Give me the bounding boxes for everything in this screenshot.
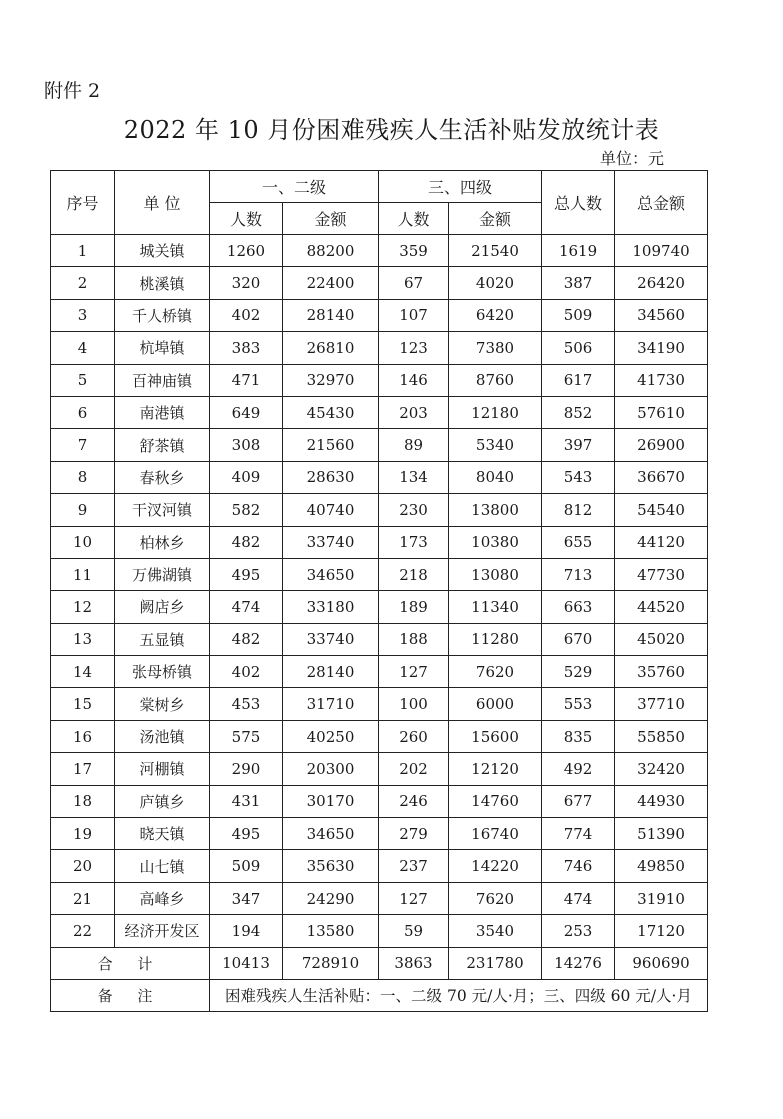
cell-count-3-4: 173 bbox=[379, 526, 449, 558]
cell-amount-3-4: 7380 bbox=[449, 332, 542, 364]
cell-amount-1-2: 33740 bbox=[283, 623, 379, 655]
cell-amount-1-2: 33740 bbox=[283, 526, 379, 558]
cell-amount-3-4: 6000 bbox=[449, 688, 542, 720]
cell-total-count: 387 bbox=[542, 267, 615, 299]
header-total-count: 总人数 bbox=[542, 171, 615, 235]
cell-unit: 千人桥镇 bbox=[115, 299, 210, 331]
cell-total-count: 812 bbox=[542, 494, 615, 526]
cell-amount-1-2: 45430 bbox=[283, 396, 379, 428]
cell-amount-1-2: 26810 bbox=[283, 332, 379, 364]
table-row bbox=[51, 461, 708, 493]
cell-amount-3-4: 12180 bbox=[449, 396, 542, 428]
cell-amount-1-2: 30170 bbox=[283, 785, 379, 817]
cell-count-1-2: 347 bbox=[210, 882, 283, 914]
table-row bbox=[51, 396, 708, 428]
cell-amount-3-4: 12120 bbox=[449, 753, 542, 785]
cell-amount-3-4: 21540 bbox=[449, 235, 542, 267]
cell-seq: 7 bbox=[51, 429, 115, 461]
table-row bbox=[51, 429, 708, 461]
cell-amount-1-2: 21560 bbox=[283, 429, 379, 461]
cell-total-amount: 47730 bbox=[615, 558, 708, 590]
cell-seq: 22 bbox=[51, 915, 115, 947]
cell-amount-1-2: 13580 bbox=[283, 915, 379, 947]
table-row bbox=[51, 753, 708, 785]
cell-count-3-4: 67 bbox=[379, 267, 449, 299]
cell-amount-1-2: 32970 bbox=[283, 364, 379, 396]
cell-total-count: 474 bbox=[542, 882, 615, 914]
cell-total-count: 529 bbox=[542, 656, 615, 688]
cell-amount-3-4: 13080 bbox=[449, 558, 542, 590]
cell-total-count: 543 bbox=[542, 461, 615, 493]
cell-count-3-4: 89 bbox=[379, 429, 449, 461]
cell-total-count: 492 bbox=[542, 753, 615, 785]
cell-count-3-4: 237 bbox=[379, 850, 449, 882]
cell-amount-3-4: 7620 bbox=[449, 882, 542, 914]
remark-label: 备 注 bbox=[51, 979, 210, 1011]
cell-count-1-2: 575 bbox=[210, 720, 283, 752]
cell-amount-3-4: 7620 bbox=[449, 656, 542, 688]
cell-total-amount: 36670 bbox=[615, 461, 708, 493]
total-row bbox=[51, 947, 708, 979]
cell-total-amount: 54540 bbox=[615, 494, 708, 526]
total-amount-1-2: 728910 bbox=[283, 947, 379, 979]
cell-amount-1-2: 28140 bbox=[283, 656, 379, 688]
cell-seq: 11 bbox=[51, 558, 115, 590]
table-row bbox=[51, 720, 708, 752]
cell-total-amount: 57610 bbox=[615, 396, 708, 428]
header-group-1-2: 一、二级 bbox=[210, 171, 379, 203]
cell-seq: 14 bbox=[51, 656, 115, 688]
cell-total-amount: 51390 bbox=[615, 818, 708, 850]
table-row bbox=[51, 235, 708, 267]
table-body bbox=[51, 235, 708, 948]
table-row bbox=[51, 591, 708, 623]
cell-unit: 张母桥镇 bbox=[115, 656, 210, 688]
cell-count-1-2: 582 bbox=[210, 494, 283, 526]
total-count-3-4: 3863 bbox=[379, 947, 449, 979]
cell-count-3-4: 127 bbox=[379, 882, 449, 914]
cell-count-1-2: 308 bbox=[210, 429, 283, 461]
cell-count-3-4: 123 bbox=[379, 332, 449, 364]
header-group-3-4: 三、四级 bbox=[379, 171, 542, 203]
cell-unit: 棠树乡 bbox=[115, 688, 210, 720]
cell-total-amount: 55850 bbox=[615, 720, 708, 752]
cell-amount-1-2: 40250 bbox=[283, 720, 379, 752]
table-row bbox=[51, 558, 708, 590]
remark-text: 困难残疾人生活补贴：一、二级 70 元/人·月；三、四级 60 元/人·月 bbox=[210, 979, 708, 1011]
header-count-1-2: 人数 bbox=[210, 203, 283, 235]
cell-amount-1-2: 28630 bbox=[283, 461, 379, 493]
total-count-1-2: 10413 bbox=[210, 947, 283, 979]
cell-amount-1-2: 20300 bbox=[283, 753, 379, 785]
cell-amount-3-4: 8760 bbox=[449, 364, 542, 396]
cell-count-3-4: 134 bbox=[379, 461, 449, 493]
cell-unit: 河棚镇 bbox=[115, 753, 210, 785]
cell-total-amount: 26420 bbox=[615, 267, 708, 299]
cell-unit: 柏林乡 bbox=[115, 526, 210, 558]
header-row-1 bbox=[51, 171, 708, 203]
cell-total-amount: 41730 bbox=[615, 364, 708, 396]
cell-unit: 万佛湖镇 bbox=[115, 558, 210, 590]
cell-amount-1-2: 28140 bbox=[283, 299, 379, 331]
cell-total-count: 713 bbox=[542, 558, 615, 590]
cell-count-1-2: 453 bbox=[210, 688, 283, 720]
cell-count-3-4: 246 bbox=[379, 785, 449, 817]
cell-count-3-4: 59 bbox=[379, 915, 449, 947]
cell-seq: 5 bbox=[51, 364, 115, 396]
cell-total-count: 1619 bbox=[542, 235, 615, 267]
cell-total-amount: 44930 bbox=[615, 785, 708, 817]
header-count-3-4: 人数 bbox=[379, 203, 449, 235]
cell-seq: 12 bbox=[51, 591, 115, 623]
header-seq: 序号 bbox=[51, 171, 115, 235]
cell-total-count: 835 bbox=[542, 720, 615, 752]
cell-seq: 9 bbox=[51, 494, 115, 526]
cell-unit: 五显镇 bbox=[115, 623, 210, 655]
cell-total-count: 746 bbox=[542, 850, 615, 882]
cell-count-1-2: 482 bbox=[210, 623, 283, 655]
cell-seq: 17 bbox=[51, 753, 115, 785]
cell-seq: 3 bbox=[51, 299, 115, 331]
cell-unit: 干汊河镇 bbox=[115, 494, 210, 526]
cell-count-3-4: 260 bbox=[379, 720, 449, 752]
cell-count-3-4: 146 bbox=[379, 364, 449, 396]
cell-count-1-2: 409 bbox=[210, 461, 283, 493]
table-row bbox=[51, 526, 708, 558]
cell-seq: 2 bbox=[51, 267, 115, 299]
cell-amount-3-4: 3540 bbox=[449, 915, 542, 947]
cell-seq: 1 bbox=[51, 235, 115, 267]
cell-seq: 19 bbox=[51, 818, 115, 850]
cell-total-count: 663 bbox=[542, 591, 615, 623]
cell-count-1-2: 194 bbox=[210, 915, 283, 947]
cell-count-1-2: 649 bbox=[210, 396, 283, 428]
cell-total-count: 253 bbox=[542, 915, 615, 947]
cell-unit: 城关镇 bbox=[115, 235, 210, 267]
cell-total-amount: 49850 bbox=[615, 850, 708, 882]
cell-unit: 百神庙镇 bbox=[115, 364, 210, 396]
cell-count-3-4: 189 bbox=[379, 591, 449, 623]
cell-amount-3-4: 10380 bbox=[449, 526, 542, 558]
cell-unit: 桃溪镇 bbox=[115, 267, 210, 299]
cell-count-3-4: 188 bbox=[379, 623, 449, 655]
table-row bbox=[51, 494, 708, 526]
cell-count-1-2: 383 bbox=[210, 332, 283, 364]
cell-unit: 汤池镇 bbox=[115, 720, 210, 752]
cell-amount-3-4: 13800 bbox=[449, 494, 542, 526]
attachment-label: 附件 2 bbox=[44, 80, 101, 102]
cell-amount-3-4: 11280 bbox=[449, 623, 542, 655]
cell-amount-1-2: 34650 bbox=[283, 558, 379, 590]
cell-total-count: 677 bbox=[542, 785, 615, 817]
header-total-amount: 总金额 bbox=[615, 171, 708, 235]
subsidy-stats-table bbox=[50, 170, 708, 1012]
total-label: 合 计 bbox=[51, 947, 210, 979]
cell-amount-3-4: 8040 bbox=[449, 461, 542, 493]
remark-row bbox=[51, 979, 708, 1011]
cell-total-count: 774 bbox=[542, 818, 615, 850]
cell-amount-3-4: 14220 bbox=[449, 850, 542, 882]
cell-total-count: 655 bbox=[542, 526, 615, 558]
currency-unit: 单位：元 bbox=[600, 149, 665, 168]
cell-seq: 8 bbox=[51, 461, 115, 493]
cell-total-amount: 32420 bbox=[615, 753, 708, 785]
cell-total-amount: 35760 bbox=[615, 656, 708, 688]
cell-total-amount: 37710 bbox=[615, 688, 708, 720]
header-amount-3-4: 金额 bbox=[449, 203, 542, 235]
cell-total-amount: 109740 bbox=[615, 235, 708, 267]
cell-seq: 10 bbox=[51, 526, 115, 558]
cell-amount-1-2: 33180 bbox=[283, 591, 379, 623]
cell-total-count: 509 bbox=[542, 299, 615, 331]
cell-total-count: 617 bbox=[542, 364, 615, 396]
cell-count-3-4: 230 bbox=[379, 494, 449, 526]
cell-total-amount: 17120 bbox=[615, 915, 708, 947]
cell-total-amount: 34560 bbox=[615, 299, 708, 331]
cell-count-1-2: 482 bbox=[210, 526, 283, 558]
cell-total-amount: 34190 bbox=[615, 332, 708, 364]
document-title: 2022 年 10 月份困难残疾人生活补贴发放统计表 bbox=[123, 116, 660, 144]
cell-seq: 16 bbox=[51, 720, 115, 752]
table-row bbox=[51, 818, 708, 850]
cell-unit: 经济开发区 bbox=[115, 915, 210, 947]
cell-unit: 阙店乡 bbox=[115, 591, 210, 623]
table-row bbox=[51, 623, 708, 655]
cell-count-1-2: 402 bbox=[210, 299, 283, 331]
cell-count-3-4: 359 bbox=[379, 235, 449, 267]
cell-count-1-2: 290 bbox=[210, 753, 283, 785]
header-amount-1-2: 金额 bbox=[283, 203, 379, 235]
table-row bbox=[51, 364, 708, 396]
cell-count-1-2: 474 bbox=[210, 591, 283, 623]
cell-total-count: 397 bbox=[542, 429, 615, 461]
table-row bbox=[51, 656, 708, 688]
cell-seq: 21 bbox=[51, 882, 115, 914]
cell-seq: 6 bbox=[51, 396, 115, 428]
cell-unit: 庐镇乡 bbox=[115, 785, 210, 817]
cell-count-3-4: 100 bbox=[379, 688, 449, 720]
cell-unit: 舒茶镇 bbox=[115, 429, 210, 461]
table-row bbox=[51, 850, 708, 882]
cell-amount-1-2: 24290 bbox=[283, 882, 379, 914]
cell-amount-3-4: 5340 bbox=[449, 429, 542, 461]
cell-amount-1-2: 34650 bbox=[283, 818, 379, 850]
cell-count-3-4: 107 bbox=[379, 299, 449, 331]
cell-seq: 4 bbox=[51, 332, 115, 364]
cell-amount-1-2: 22400 bbox=[283, 267, 379, 299]
cell-unit: 杭埠镇 bbox=[115, 332, 210, 364]
cell-seq: 13 bbox=[51, 623, 115, 655]
cell-total-amount: 31910 bbox=[615, 882, 708, 914]
table-row bbox=[51, 688, 708, 720]
cell-seq: 18 bbox=[51, 785, 115, 817]
cell-count-3-4: 279 bbox=[379, 818, 449, 850]
cell-seq: 15 bbox=[51, 688, 115, 720]
cell-amount-1-2: 40740 bbox=[283, 494, 379, 526]
cell-count-1-2: 471 bbox=[210, 364, 283, 396]
cell-count-3-4: 203 bbox=[379, 396, 449, 428]
table-row bbox=[51, 267, 708, 299]
cell-unit: 晓天镇 bbox=[115, 818, 210, 850]
cell-amount-1-2: 31710 bbox=[283, 688, 379, 720]
cell-total-amount: 45020 bbox=[615, 623, 708, 655]
cell-count-3-4: 127 bbox=[379, 656, 449, 688]
cell-seq: 20 bbox=[51, 850, 115, 882]
cell-total-count: 506 bbox=[542, 332, 615, 364]
cell-amount-3-4: 4020 bbox=[449, 267, 542, 299]
cell-amount-3-4: 15600 bbox=[449, 720, 542, 752]
table-row bbox=[51, 785, 708, 817]
cell-count-1-2: 402 bbox=[210, 656, 283, 688]
table-row bbox=[51, 882, 708, 914]
cell-total-count: 670 bbox=[542, 623, 615, 655]
header-unit: 单 位 bbox=[115, 171, 210, 235]
cell-total-count: 852 bbox=[542, 396, 615, 428]
total-count-all: 14276 bbox=[542, 947, 615, 979]
cell-unit: 山七镇 bbox=[115, 850, 210, 882]
table-row bbox=[51, 299, 708, 331]
cell-count-3-4: 202 bbox=[379, 753, 449, 785]
cell-amount-3-4: 16740 bbox=[449, 818, 542, 850]
cell-count-1-2: 495 bbox=[210, 818, 283, 850]
cell-unit: 南港镇 bbox=[115, 396, 210, 428]
cell-count-1-2: 495 bbox=[210, 558, 283, 590]
cell-unit: 高峰乡 bbox=[115, 882, 210, 914]
cell-amount-1-2: 35630 bbox=[283, 850, 379, 882]
total-amount-3-4: 231780 bbox=[449, 947, 542, 979]
cell-total-amount: 44120 bbox=[615, 526, 708, 558]
total-amount-all: 960690 bbox=[615, 947, 708, 979]
cell-amount-3-4: 14760 bbox=[449, 785, 542, 817]
cell-total-amount: 26900 bbox=[615, 429, 708, 461]
cell-count-1-2: 509 bbox=[210, 850, 283, 882]
cell-amount-1-2: 88200 bbox=[283, 235, 379, 267]
cell-count-1-2: 320 bbox=[210, 267, 283, 299]
cell-unit: 春秋乡 bbox=[115, 461, 210, 493]
cell-total-count: 553 bbox=[542, 688, 615, 720]
cell-count-3-4: 218 bbox=[379, 558, 449, 590]
cell-count-1-2: 431 bbox=[210, 785, 283, 817]
cell-amount-3-4: 6420 bbox=[449, 299, 542, 331]
cell-count-1-2: 1260 bbox=[210, 235, 283, 267]
cell-amount-3-4: 11340 bbox=[449, 591, 542, 623]
table-row bbox=[51, 332, 708, 364]
cell-total-amount: 44520 bbox=[615, 591, 708, 623]
table-row bbox=[51, 915, 708, 947]
